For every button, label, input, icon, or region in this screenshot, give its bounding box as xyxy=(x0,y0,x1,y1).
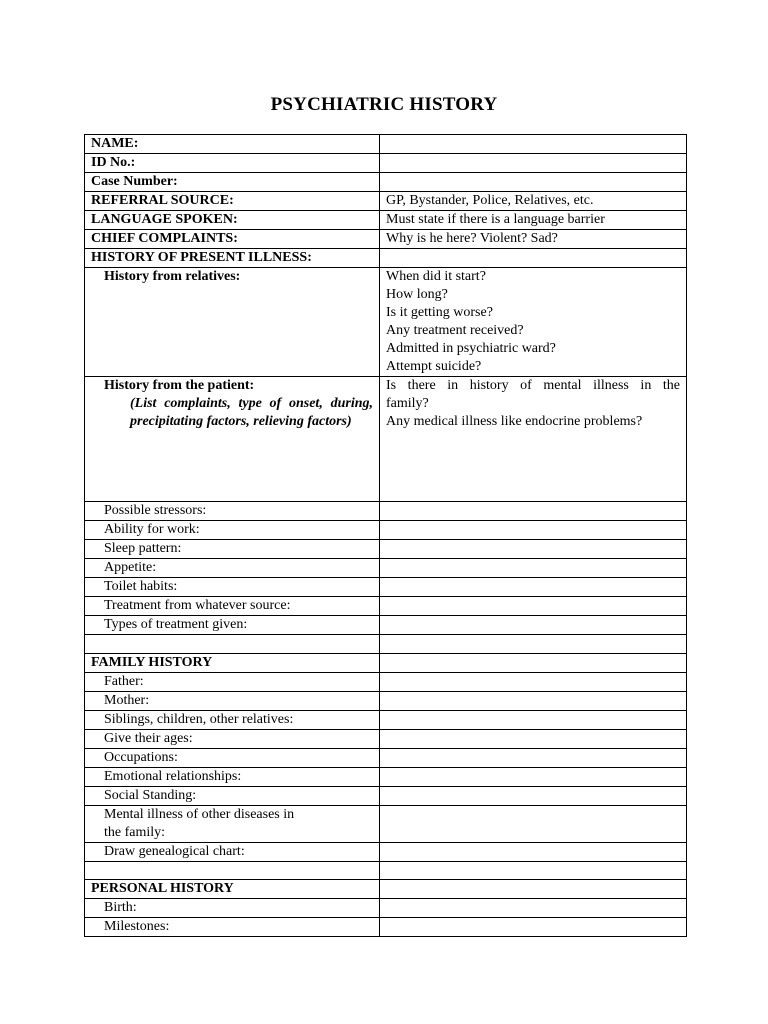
field-label-chief-complaints xyxy=(85,230,380,249)
answer-cell-milestones[interactable] xyxy=(380,918,687,937)
guidance-cell-chief-complaints[interactable] xyxy=(380,230,687,249)
answer-cell-mother[interactable] xyxy=(380,691,687,710)
answer-cell-draw-genealogical-chart[interactable] xyxy=(380,842,687,861)
field-label-mental-illness-of-other-diseases-in xyxy=(85,805,380,842)
field-label-text: Types of treatment given: xyxy=(104,617,248,632)
guidance-cell-history-from-relatives[interactable] xyxy=(380,268,687,377)
answer-cell-ability-for-work[interactable] xyxy=(380,521,687,540)
form-row-referral-source xyxy=(85,192,687,211)
form-row-emotional-relationships xyxy=(85,767,687,786)
field-label-text: Occupations: xyxy=(104,749,178,765)
field-label-name xyxy=(85,135,380,154)
answer-cell-personal-history[interactable] xyxy=(380,880,687,899)
field-label-appetite xyxy=(85,559,380,578)
field-label-text: Birth: xyxy=(104,900,137,915)
form-row-language-spoken xyxy=(85,211,687,230)
form-row-blank-2 xyxy=(85,861,687,880)
psychiatric-history-form xyxy=(84,134,687,937)
guidance-text: Attempt suicide? xyxy=(386,359,482,374)
field-label-social-standing xyxy=(85,786,380,805)
blank-cell xyxy=(85,861,380,880)
field-label-text: Emotional relationships: xyxy=(104,768,242,784)
form-row-family-history xyxy=(85,653,687,672)
answer-cell-give-their-ages[interactable] xyxy=(380,729,687,748)
field-label-birth xyxy=(85,899,380,918)
field-label-id-no xyxy=(85,154,380,173)
field-label-text: ID No.: xyxy=(91,155,136,170)
answer-cell-family-history[interactable] xyxy=(380,653,687,672)
field-label-text: NAME: xyxy=(91,136,139,151)
form-row-birth xyxy=(85,899,687,918)
field-label-text: Mother: xyxy=(104,692,150,708)
form-row-father xyxy=(85,672,687,691)
form-row-appetite xyxy=(85,559,687,578)
field-label-history-from-relatives xyxy=(85,268,380,377)
field-instruction-note: (List complaints, type of onset, during, precipitating factors, relieving factors) xyxy=(130,396,373,429)
answer-cell-mental-illness-of-other-diseases-in[interactable] xyxy=(380,805,687,842)
field-label-father xyxy=(85,672,380,691)
form-row-possible-stressors xyxy=(85,502,687,521)
field-label-emotional-relationships xyxy=(85,767,380,786)
guidance-cell-language-spoken[interactable] xyxy=(380,211,687,230)
form-row-history-from-the-patient xyxy=(85,377,687,502)
guidance-text: How long? xyxy=(386,287,448,302)
answer-cell-occupations[interactable] xyxy=(380,748,687,767)
answer-cell-case-number[interactable] xyxy=(380,173,687,192)
field-label-history-from-the-patient xyxy=(85,377,380,502)
field-label-text: HISTORY OF PRESENT ILLNESS: xyxy=(91,250,312,265)
form-row-chief-complaints xyxy=(85,230,687,249)
field-label-siblings-children-other-relatives xyxy=(85,710,380,729)
form-row-milestones xyxy=(85,918,687,937)
field-label-give-their-ages xyxy=(85,729,380,748)
form-row-give-their-ages xyxy=(85,729,687,748)
field-label-text: History from the patient: xyxy=(104,378,255,393)
guidance-text: Is it getting worse? xyxy=(386,305,493,320)
field-label-case-number xyxy=(85,173,380,192)
field-label-sleep-pattern xyxy=(85,540,380,559)
form-row-ability-for-work xyxy=(85,521,687,540)
answer-cell-birth[interactable] xyxy=(380,899,687,918)
field-label-text: LANGUAGE SPOKEN: xyxy=(91,212,238,227)
field-label-personal-history xyxy=(85,880,380,899)
field-label-occupations xyxy=(85,748,380,767)
form-row-id-no xyxy=(85,154,687,173)
form-row-sleep-pattern xyxy=(85,540,687,559)
field-label-text: History from relatives: xyxy=(104,269,241,284)
form-row-treatment-from-whatever-source xyxy=(85,597,687,616)
form-row-history-from-relatives xyxy=(85,268,687,377)
guidance-text: Is there in history of mental illness in the xyxy=(386,378,680,393)
answer-cell-possible-stressors[interactable] xyxy=(380,502,687,521)
field-label-text: Sleep pattern: xyxy=(104,541,182,556)
form-body xyxy=(85,135,687,937)
form-row-case-number xyxy=(85,173,687,192)
field-label-text: Social Standing: xyxy=(104,787,197,803)
answer-cell-blank-1[interactable] xyxy=(380,635,687,654)
answer-cell-toilet-habits[interactable] xyxy=(380,578,687,597)
blank-cell xyxy=(85,635,380,654)
answer-cell-appetite[interactable] xyxy=(380,559,687,578)
field-label-text: Appetite: xyxy=(104,560,157,575)
field-label-milestones xyxy=(85,918,380,937)
field-label-possible-stressors xyxy=(85,502,380,521)
answer-cell-emotional-relationships[interactable] xyxy=(380,767,687,786)
form-row-history-of-present-illness xyxy=(85,249,687,268)
field-label-text: Case Number: xyxy=(91,174,178,189)
form-row-draw-genealogical-chart xyxy=(85,842,687,861)
answer-cell-blank-2[interactable] xyxy=(380,861,687,880)
answer-cell-father[interactable] xyxy=(380,672,687,691)
answer-cell-id-no[interactable] xyxy=(380,154,687,173)
field-label-text: Toilet habits: xyxy=(104,579,178,594)
field-label-text: Possible stressors: xyxy=(104,503,207,518)
form-row-name xyxy=(85,135,687,154)
field-label-draw-genealogical-chart xyxy=(85,842,380,861)
guidance-text: GP, Bystander, Police, Relatives, etc. xyxy=(386,193,594,208)
answer-cell-sleep-pattern[interactable] xyxy=(380,540,687,559)
guidance-cell-history-from-the-patient[interactable] xyxy=(380,377,687,502)
answer-cell-name[interactable] xyxy=(380,135,687,154)
form-row-types-of-treatment-given xyxy=(85,616,687,635)
field-label-referral-source xyxy=(85,192,380,211)
field-label-family-history xyxy=(85,653,380,672)
field-label-text: CHIEF COMPLAINTS: xyxy=(91,231,238,246)
field-label-text: REFERRAL SOURCE: xyxy=(91,193,234,208)
form-row-personal-history xyxy=(85,880,687,899)
field-label-text: Give their ages: xyxy=(104,730,193,746)
field-label-text: Draw genealogical chart: xyxy=(104,843,245,859)
field-label-text-continued: the family: xyxy=(104,824,166,840)
guidance-text: Why is he here? Violent? Sad? xyxy=(386,231,558,246)
answer-cell-history-of-present-illness[interactable] xyxy=(380,249,687,268)
form-row-siblings-children-other-relatives xyxy=(85,710,687,729)
field-label-text: FAMILY HISTORY xyxy=(91,654,213,670)
field-label-text: Ability for work: xyxy=(104,522,200,537)
answer-cell-types-of-treatment-given[interactable] xyxy=(380,616,687,635)
guidance-text: Must state if there is a language barrier xyxy=(386,212,605,227)
field-label-text: Siblings, children, other relatives: xyxy=(104,711,294,727)
field-label-language-spoken xyxy=(85,211,380,230)
field-label-toilet-habits xyxy=(85,578,380,597)
field-label-text: PERSONAL HISTORY xyxy=(91,881,234,896)
field-label-text: Milestones: xyxy=(104,919,170,934)
form-row-mother xyxy=(85,691,687,710)
guidance-text: Any medical illness like endocrine problems? xyxy=(386,414,643,429)
field-label-treatment-from-whatever-source xyxy=(85,597,380,616)
form-row-toilet-habits xyxy=(85,578,687,597)
guidance-text: Any treatment received? xyxy=(386,323,524,338)
field-label-ability-for-work xyxy=(85,521,380,540)
answer-cell-social-standing[interactable] xyxy=(380,786,687,805)
guidance-text: Admitted in psychiatric ward? xyxy=(386,341,556,356)
answer-cell-treatment-from-whatever-source[interactable] xyxy=(380,597,687,616)
field-label-text: Father: xyxy=(104,673,144,689)
guidance-text: When did it start? xyxy=(386,269,486,284)
form-row-social-standing xyxy=(85,786,687,805)
field-label-mother xyxy=(85,691,380,710)
form-row-occupations xyxy=(85,748,687,767)
guidance-text: family? xyxy=(386,396,429,411)
field-label-types-of-treatment-given xyxy=(85,616,380,635)
form-row-mental-illness-of-other-diseases-in xyxy=(85,805,687,842)
guidance-cell-referral-source[interactable] xyxy=(380,192,687,211)
field-label-text: Treatment from whatever source: xyxy=(104,598,291,613)
field-label-text: Mental illness of other diseases in xyxy=(104,806,295,822)
document-title: PSYCHIATRIC HISTORY xyxy=(270,94,498,115)
field-label-history-of-present-illness xyxy=(85,249,380,268)
form-row-blank-1 xyxy=(85,635,687,654)
answer-cell-siblings-children-other-relatives[interactable] xyxy=(380,710,687,729)
